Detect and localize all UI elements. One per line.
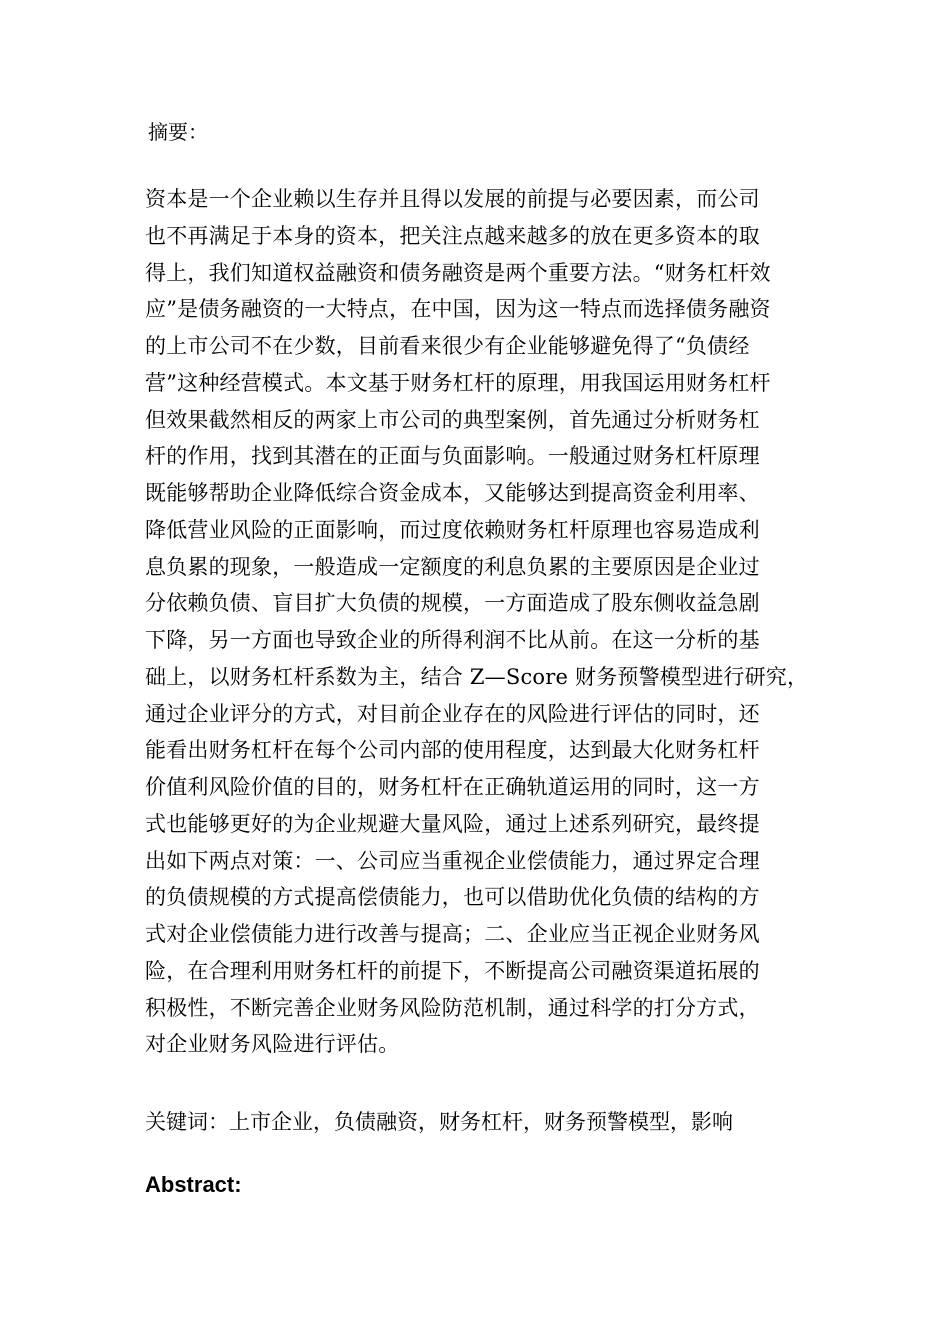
body-line: 础上，以财务杠杆系数为主，结合 Z—Score 财务预警模型进行研究， [145, 664, 809, 689]
body-line: 对企业财务风险进行评估。 [145, 1032, 400, 1057]
body-line: 的负债规模的方式提高偿债能力，也可以借助优化负债的结构的方 [145, 885, 760, 910]
body-line: 得上，我们知道权益融资和债务融资是两个重要方法。“财务杠杆效 [145, 260, 771, 285]
body-line: 下降，另一方面也导致企业的所得利润不比从前。在这一分析的基 [145, 628, 760, 652]
body-line: 险，在合理利用财务杠杆的前提下，不断提高公司融资渠道拓展的 [145, 958, 760, 983]
body-line: 资本是一个企业赖以生存并且得以发展的前提与必要因素，而公司 [145, 187, 760, 211]
body-line: 通过企业评分的方式，对目前企业存在的风险进行评估的同时，还 [145, 701, 760, 726]
body-line: 式对企业偿债能力进行改善与提高；二、企业应当正视企业财务风 [145, 922, 760, 946]
body-line: 但效果截然相反的两家上市公司的典型案例，首先通过分析财务杠 [145, 407, 760, 432]
body-line: 营”这种经营模式。本文基于财务杠杆的原理，用我国运用财务杠杆 [145, 370, 771, 395]
body-line: 式也能够更好的为企业规避大量风险，通过上述系列研究，最终提 [145, 811, 760, 836]
body-line: 分依赖负债、盲目扩大负债的规模，一方面造成了股东侧收益急剧 [145, 591, 760, 616]
keywords-line: 关键词：上市企业，负债融资，财务杠杆，财务预警模型，影响 [145, 1110, 733, 1134]
summary-body [145, 181, 835, 1063]
body-line: 能看出财务杠杆在每个公司内部的使用程度，达到最大化财务杠杆 [145, 738, 760, 763]
body-line: 杆的作用，找到其潜在的正面与负面影响。一般通过财务杠杆原理 [145, 444, 760, 469]
body-line: 积极性，不断完善企业财务风险防范机制，通过科学的打分方式， [145, 995, 760, 1020]
body-line: 的上市公司不在少数，目前看来很少有企业能够避免得了“负债经 [145, 334, 750, 358]
body-line: 应”是债务融资的一大特点，在中国，因为这一特点而选择债务融资 [145, 297, 771, 322]
body-line: 息负累的现象，一般造成一定额度的利息负累的主要原因是企业过 [145, 554, 760, 579]
body-line: 出如下两点对策：一、公司应当重视企业偿债能力，通过界定合理 [145, 848, 760, 873]
summary-heading: 摘要： [148, 120, 208, 144]
body-line: 降低营业风险的正面影响，而过度依赖财务杠杆原理也容易造成利 [145, 517, 760, 542]
body-line: 也不再满足于本身的资本，把关注点越来越多的放在更多资本的取 [145, 223, 760, 248]
body-line: 既能够帮助企业降低综合资金成本，又能够达到提高资金利用率、 [145, 481, 760, 505]
abstract-heading: Abstract: [145, 1172, 242, 1197]
body-line: 价值利风险价值的目的，财务杠杆在正确轨道运用的同时，这一方 [145, 775, 760, 799]
